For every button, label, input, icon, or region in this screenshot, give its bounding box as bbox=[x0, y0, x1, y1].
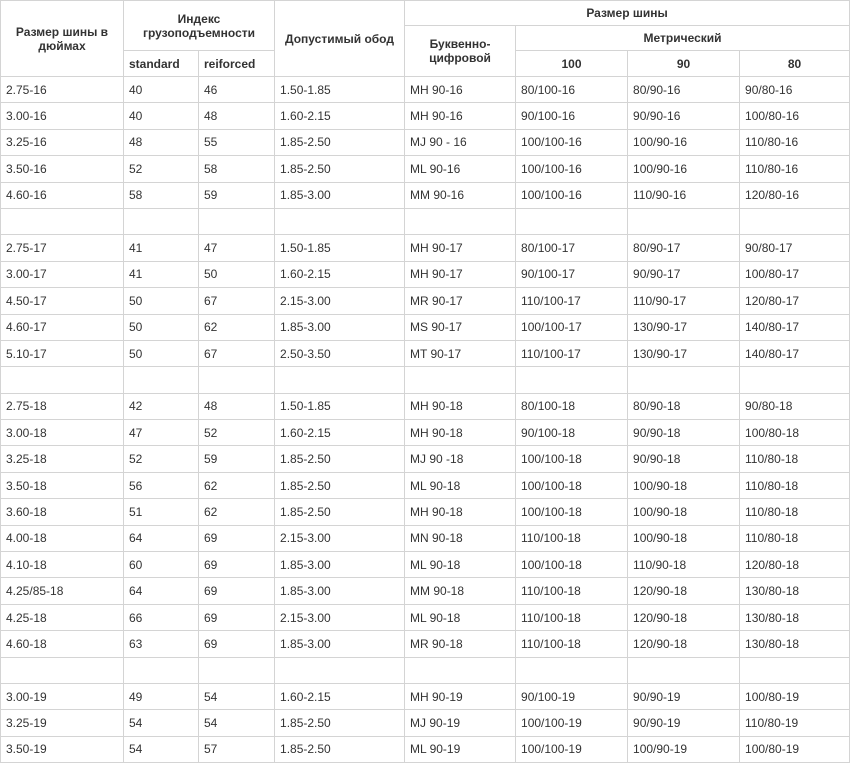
empty-cell bbox=[199, 657, 275, 683]
header-metric: Метрический bbox=[516, 26, 850, 51]
cell-load-standard: 56 bbox=[124, 472, 199, 498]
empty-cell bbox=[275, 208, 405, 234]
cell-alphanumeric: MN 90-18 bbox=[405, 525, 516, 551]
header-size-inches: Размер шины в дюймах bbox=[1, 1, 124, 77]
cell-size-inches: 4.10-18 bbox=[1, 552, 124, 578]
cell-rim: 1.60-2.15 bbox=[275, 103, 405, 129]
cell-alphanumeric: ML 90-18 bbox=[405, 472, 516, 498]
cell-size-inches: 4.25-18 bbox=[1, 604, 124, 630]
cell-rim: 1.85-3.00 bbox=[275, 182, 405, 208]
empty-cell bbox=[275, 657, 405, 683]
empty-cell bbox=[1, 367, 124, 393]
cell-rim: 2.15-3.00 bbox=[275, 525, 405, 551]
cell-rim: 1.50-1.85 bbox=[275, 235, 405, 261]
cell-alphanumeric: MH 90-16 bbox=[405, 103, 516, 129]
cell-load-reinforced: 62 bbox=[199, 314, 275, 340]
cell-load-standard: 50 bbox=[124, 314, 199, 340]
cell-size-inches: 3.25-19 bbox=[1, 710, 124, 736]
cell-load-standard: 63 bbox=[124, 631, 199, 657]
cell-metric-80: 110/80-18 bbox=[740, 446, 850, 472]
cell-metric-100: 90/100-18 bbox=[516, 420, 628, 446]
cell-rim: 1.85-2.50 bbox=[275, 710, 405, 736]
cell-load-reinforced: 67 bbox=[199, 288, 275, 314]
cell-load-reinforced: 58 bbox=[199, 156, 275, 182]
table-body bbox=[1, 77, 850, 763]
table-row bbox=[1, 393, 850, 419]
empty-cell bbox=[740, 657, 850, 683]
cell-metric-90: 120/90-18 bbox=[628, 631, 740, 657]
table-row bbox=[1, 552, 850, 578]
table-row bbox=[1, 261, 850, 287]
table-row bbox=[1, 604, 850, 630]
cell-rim: 1.85-3.00 bbox=[275, 578, 405, 604]
cell-load-reinforced: 57 bbox=[199, 736, 275, 762]
cell-size-inches: 2.75-16 bbox=[1, 77, 124, 103]
table-row bbox=[1, 578, 850, 604]
empty-cell bbox=[740, 367, 850, 393]
cell-load-reinforced: 67 bbox=[199, 340, 275, 366]
cell-alphanumeric: MT 90-17 bbox=[405, 340, 516, 366]
cell-metric-90: 80/90-18 bbox=[628, 393, 740, 419]
cell-alphanumeric: ML 90-19 bbox=[405, 736, 516, 762]
cell-load-reinforced: 69 bbox=[199, 525, 275, 551]
cell-load-reinforced: 69 bbox=[199, 631, 275, 657]
cell-metric-100: 100/100-16 bbox=[516, 182, 628, 208]
cell-alphanumeric: MH 90-18 bbox=[405, 393, 516, 419]
cell-load-reinforced: 52 bbox=[199, 420, 275, 446]
cell-metric-100: 100/100-17 bbox=[516, 314, 628, 340]
cell-size-inches: 3.00-17 bbox=[1, 261, 124, 287]
table-row bbox=[1, 631, 850, 657]
table-row bbox=[1, 499, 850, 525]
cell-size-inches: 3.25-18 bbox=[1, 446, 124, 472]
table-row bbox=[1, 420, 850, 446]
cell-alphanumeric: MR 90-17 bbox=[405, 288, 516, 314]
cell-rim: 1.85-2.50 bbox=[275, 446, 405, 472]
header-alphanumeric: Буквенно-цифровой bbox=[405, 26, 516, 77]
header-reinforced: reiforced bbox=[199, 51, 275, 77]
cell-load-standard: 40 bbox=[124, 77, 199, 103]
cell-load-reinforced: 69 bbox=[199, 552, 275, 578]
cell-metric-80: 110/80-16 bbox=[740, 156, 850, 182]
header-tire-size: Размер шины bbox=[405, 1, 850, 26]
cell-size-inches: 4.25/85-18 bbox=[1, 578, 124, 604]
cell-metric-100: 90/100-17 bbox=[516, 261, 628, 287]
cell-metric-100: 110/100-18 bbox=[516, 578, 628, 604]
cell-metric-80: 140/80-17 bbox=[740, 314, 850, 340]
cell-rim: 2.15-3.00 bbox=[275, 288, 405, 314]
cell-metric-100: 110/100-17 bbox=[516, 340, 628, 366]
header-metric-100: 100 bbox=[516, 51, 628, 77]
cell-alphanumeric: MR 90-18 bbox=[405, 631, 516, 657]
cell-metric-80: 110/80-18 bbox=[740, 525, 850, 551]
cell-rim: 1.85-2.50 bbox=[275, 156, 405, 182]
table-row bbox=[1, 683, 850, 709]
empty-cell bbox=[199, 367, 275, 393]
cell-metric-80: 110/80-18 bbox=[740, 472, 850, 498]
empty-cell bbox=[516, 657, 628, 683]
empty-cell bbox=[628, 657, 740, 683]
cell-load-standard: 42 bbox=[124, 393, 199, 419]
cell-alphanumeric: MJ 90-19 bbox=[405, 710, 516, 736]
cell-load-standard: 60 bbox=[124, 552, 199, 578]
cell-alphanumeric: MJ 90 -18 bbox=[405, 446, 516, 472]
cell-metric-90: 100/90-16 bbox=[628, 156, 740, 182]
cell-metric-90: 90/90-16 bbox=[628, 103, 740, 129]
cell-metric-90: 110/90-16 bbox=[628, 182, 740, 208]
table-row bbox=[1, 182, 850, 208]
cell-metric-100: 100/100-16 bbox=[516, 156, 628, 182]
cell-size-inches: 3.00-16 bbox=[1, 103, 124, 129]
cell-metric-80: 130/80-18 bbox=[740, 604, 850, 630]
cell-load-standard: 52 bbox=[124, 446, 199, 472]
cell-metric-90: 120/90-18 bbox=[628, 604, 740, 630]
cell-size-inches: 2.75-18 bbox=[1, 393, 124, 419]
cell-load-standard: 47 bbox=[124, 420, 199, 446]
cell-metric-100: 90/100-19 bbox=[516, 683, 628, 709]
cell-rim: 2.15-3.00 bbox=[275, 604, 405, 630]
cell-size-inches: 3.50-18 bbox=[1, 472, 124, 498]
empty-cell bbox=[740, 208, 850, 234]
cell-rim: 1.50-1.85 bbox=[275, 77, 405, 103]
cell-load-standard: 50 bbox=[124, 340, 199, 366]
empty-cell bbox=[1, 208, 124, 234]
cell-load-reinforced: 69 bbox=[199, 578, 275, 604]
cell-size-inches: 3.50-19 bbox=[1, 736, 124, 762]
cell-metric-100: 90/100-16 bbox=[516, 103, 628, 129]
cell-load-reinforced: 46 bbox=[199, 77, 275, 103]
cell-load-standard: 64 bbox=[124, 525, 199, 551]
cell-load-standard: 50 bbox=[124, 288, 199, 314]
cell-size-inches: 3.00-18 bbox=[1, 420, 124, 446]
cell-rim: 1.85-2.50 bbox=[275, 499, 405, 525]
cell-load-reinforced: 54 bbox=[199, 683, 275, 709]
table-row bbox=[1, 235, 850, 261]
empty-cell bbox=[405, 208, 516, 234]
cell-metric-80: 100/80-19 bbox=[740, 683, 850, 709]
cell-load-reinforced: 48 bbox=[199, 103, 275, 129]
cell-metric-100: 100/100-19 bbox=[516, 736, 628, 762]
cell-metric-90: 130/90-17 bbox=[628, 314, 740, 340]
cell-load-standard: 48 bbox=[124, 129, 199, 155]
cell-metric-80: 100/80-16 bbox=[740, 103, 850, 129]
cell-metric-100: 110/100-18 bbox=[516, 604, 628, 630]
cell-metric-100: 100/100-19 bbox=[516, 710, 628, 736]
cell-metric-80: 130/80-18 bbox=[740, 631, 850, 657]
cell-metric-90: 100/90-16 bbox=[628, 129, 740, 155]
header-load-index: Индекс грузоподъемности bbox=[124, 1, 275, 51]
cell-metric-100: 100/100-18 bbox=[516, 472, 628, 498]
cell-metric-100: 80/100-17 bbox=[516, 235, 628, 261]
cell-size-inches: 4.00-18 bbox=[1, 525, 124, 551]
table-row bbox=[1, 525, 850, 551]
empty-cell bbox=[275, 367, 405, 393]
cell-load-reinforced: 59 bbox=[199, 182, 275, 208]
empty-cell bbox=[628, 367, 740, 393]
cell-size-inches: 4.50-17 bbox=[1, 288, 124, 314]
cell-load-reinforced: 48 bbox=[199, 393, 275, 419]
cell-metric-90: 80/90-17 bbox=[628, 235, 740, 261]
cell-metric-80: 120/80-18 bbox=[740, 552, 850, 578]
empty-cell bbox=[516, 367, 628, 393]
cell-alphanumeric: MH 90-16 bbox=[405, 77, 516, 103]
cell-metric-100: 100/100-18 bbox=[516, 552, 628, 578]
cell-load-reinforced: 47 bbox=[199, 235, 275, 261]
empty-cell bbox=[516, 208, 628, 234]
cell-metric-100: 100/100-16 bbox=[516, 129, 628, 155]
cell-metric-90: 100/90-18 bbox=[628, 472, 740, 498]
cell-metric-100: 100/100-18 bbox=[516, 446, 628, 472]
cell-alphanumeric: MJ 90 - 16 bbox=[405, 129, 516, 155]
cell-size-inches: 2.75-17 bbox=[1, 235, 124, 261]
cell-alphanumeric: ML 90-18 bbox=[405, 552, 516, 578]
empty-cell bbox=[405, 367, 516, 393]
table-row bbox=[1, 129, 850, 155]
cell-load-reinforced: 50 bbox=[199, 261, 275, 287]
cell-load-reinforced: 54 bbox=[199, 710, 275, 736]
header-metric-90: 90 bbox=[628, 51, 740, 77]
cell-rim: 1.85-3.00 bbox=[275, 631, 405, 657]
cell-rim: 2.50-3.50 bbox=[275, 340, 405, 366]
cell-load-reinforced: 59 bbox=[199, 446, 275, 472]
cell-metric-80: 120/80-16 bbox=[740, 182, 850, 208]
cell-metric-90: 110/90-18 bbox=[628, 552, 740, 578]
cell-rim: 1.60-2.15 bbox=[275, 261, 405, 287]
cell-metric-100: 110/100-18 bbox=[516, 631, 628, 657]
cell-rim: 1.50-1.85 bbox=[275, 393, 405, 419]
cell-load-reinforced: 69 bbox=[199, 604, 275, 630]
table-row bbox=[1, 288, 850, 314]
cell-metric-80: 120/80-17 bbox=[740, 288, 850, 314]
table-row bbox=[1, 736, 850, 762]
cell-metric-80: 100/80-18 bbox=[740, 420, 850, 446]
cell-size-inches: 4.60-18 bbox=[1, 631, 124, 657]
cell-size-inches: 3.50-16 bbox=[1, 156, 124, 182]
cell-load-reinforced: 55 bbox=[199, 129, 275, 155]
cell-metric-80: 140/80-17 bbox=[740, 340, 850, 366]
cell-size-inches: 4.60-17 bbox=[1, 314, 124, 340]
cell-metric-80: 130/80-18 bbox=[740, 578, 850, 604]
cell-load-reinforced: 62 bbox=[199, 499, 275, 525]
cell-load-standard: 66 bbox=[124, 604, 199, 630]
cell-alphanumeric: MH 90-18 bbox=[405, 420, 516, 446]
cell-metric-90: 130/90-17 bbox=[628, 340, 740, 366]
header-rim: Допустимый обод bbox=[275, 1, 405, 77]
separator-row bbox=[1, 657, 850, 683]
header-metric-80: 80 bbox=[740, 51, 850, 77]
table-row bbox=[1, 103, 850, 129]
cell-metric-100: 110/100-17 bbox=[516, 288, 628, 314]
cell-metric-90: 80/90-16 bbox=[628, 77, 740, 103]
cell-metric-90: 100/90-18 bbox=[628, 525, 740, 551]
empty-cell bbox=[124, 367, 199, 393]
cell-load-standard: 54 bbox=[124, 736, 199, 762]
empty-cell bbox=[1, 657, 124, 683]
cell-size-inches: 4.60-16 bbox=[1, 182, 124, 208]
cell-load-standard: 58 bbox=[124, 182, 199, 208]
cell-load-standard: 52 bbox=[124, 156, 199, 182]
cell-alphanumeric: MH 90-17 bbox=[405, 235, 516, 261]
cell-metric-90: 90/90-17 bbox=[628, 261, 740, 287]
cell-alphanumeric: ML 90-16 bbox=[405, 156, 516, 182]
cell-metric-100: 100/100-18 bbox=[516, 499, 628, 525]
cell-metric-90: 120/90-18 bbox=[628, 578, 740, 604]
table-row bbox=[1, 340, 850, 366]
cell-size-inches: 3.60-18 bbox=[1, 499, 124, 525]
cell-alphanumeric: MH 90-17 bbox=[405, 261, 516, 287]
table-row bbox=[1, 314, 850, 340]
cell-metric-90: 90/90-19 bbox=[628, 710, 740, 736]
table-row bbox=[1, 472, 850, 498]
cell-metric-80: 100/80-19 bbox=[740, 736, 850, 762]
cell-rim: 1.85-2.50 bbox=[275, 129, 405, 155]
cell-metric-80: 100/80-17 bbox=[740, 261, 850, 287]
header-standard: standard bbox=[124, 51, 199, 77]
cell-metric-100: 110/100-18 bbox=[516, 525, 628, 551]
cell-alphanumeric: MH 90-18 bbox=[405, 499, 516, 525]
cell-rim: 1.85-2.50 bbox=[275, 472, 405, 498]
cell-metric-80: 110/80-16 bbox=[740, 129, 850, 155]
cell-size-inches: 3.25-16 bbox=[1, 129, 124, 155]
cell-load-standard: 51 bbox=[124, 499, 199, 525]
cell-load-reinforced: 62 bbox=[199, 472, 275, 498]
cell-load-standard: 41 bbox=[124, 235, 199, 261]
cell-metric-100: 80/100-18 bbox=[516, 393, 628, 419]
cell-alphanumeric: MS 90-17 bbox=[405, 314, 516, 340]
cell-metric-80: 110/80-19 bbox=[740, 710, 850, 736]
cell-load-standard: 54 bbox=[124, 710, 199, 736]
cell-metric-80: 90/80-18 bbox=[740, 393, 850, 419]
table-row bbox=[1, 710, 850, 736]
empty-cell bbox=[124, 657, 199, 683]
table-row bbox=[1, 77, 850, 103]
cell-rim: 1.60-2.15 bbox=[275, 683, 405, 709]
empty-cell bbox=[405, 657, 516, 683]
cell-rim: 1.60-2.15 bbox=[275, 420, 405, 446]
cell-metric-90: 100/90-18 bbox=[628, 499, 740, 525]
cell-metric-80: 90/80-16 bbox=[740, 77, 850, 103]
cell-metric-90: 110/90-17 bbox=[628, 288, 740, 314]
cell-metric-80: 110/80-18 bbox=[740, 499, 850, 525]
cell-alphanumeric: MH 90-19 bbox=[405, 683, 516, 709]
cell-metric-90: 90/90-18 bbox=[628, 420, 740, 446]
cell-rim: 1.85-3.00 bbox=[275, 314, 405, 340]
cell-metric-100: 80/100-16 bbox=[516, 77, 628, 103]
table-row bbox=[1, 156, 850, 182]
separator-row bbox=[1, 208, 850, 234]
empty-cell bbox=[199, 208, 275, 234]
cell-alphanumeric: MM 90-16 bbox=[405, 182, 516, 208]
cell-size-inches: 3.00-19 bbox=[1, 683, 124, 709]
cell-size-inches: 5.10-17 bbox=[1, 340, 124, 366]
separator-row bbox=[1, 367, 850, 393]
cell-rim: 1.85-3.00 bbox=[275, 552, 405, 578]
cell-load-standard: 49 bbox=[124, 683, 199, 709]
cell-load-standard: 40 bbox=[124, 103, 199, 129]
empty-cell bbox=[628, 208, 740, 234]
cell-metric-90: 90/90-19 bbox=[628, 683, 740, 709]
cell-alphanumeric: MM 90-18 bbox=[405, 578, 516, 604]
cell-load-standard: 64 bbox=[124, 578, 199, 604]
cell-metric-90: 90/90-18 bbox=[628, 446, 740, 472]
cell-alphanumeric: ML 90-18 bbox=[405, 604, 516, 630]
cell-metric-90: 100/90-19 bbox=[628, 736, 740, 762]
table-row bbox=[1, 446, 850, 472]
cell-rim: 1.85-2.50 bbox=[275, 736, 405, 762]
cell-metric-80: 90/80-17 bbox=[740, 235, 850, 261]
cell-load-standard: 41 bbox=[124, 261, 199, 287]
empty-cell bbox=[124, 208, 199, 234]
